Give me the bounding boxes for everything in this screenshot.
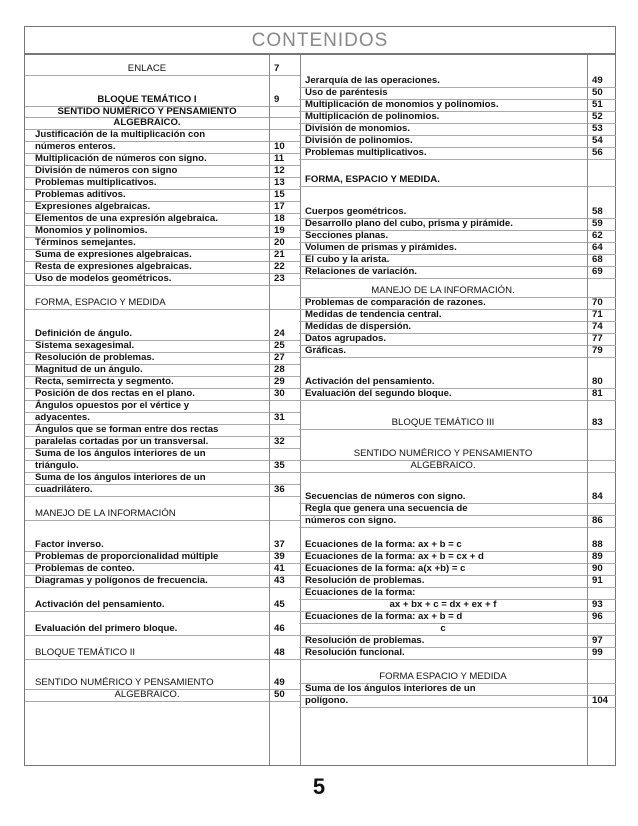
right-entry-page: 86 (592, 515, 603, 526)
right-entry-title: Ecuaciones de la forma: ax + b = c (305, 539, 462, 550)
row-divider (270, 285, 300, 286)
left-entry-title: División de números con signo (35, 165, 178, 176)
right-entry-title: Ecuaciones de la forma: ax + b = d (305, 611, 463, 622)
left-entry-page: 22 (274, 261, 285, 272)
right-entry-title: El cubo y la arista. (305, 254, 390, 265)
row-divider (270, 701, 300, 702)
row-divider (299, 659, 587, 660)
row-divider (25, 701, 269, 702)
left-entry-title: cuadrilátero. (35, 484, 93, 495)
right-topics-column (299, 55, 587, 765)
left-entry-page: 43 (274, 575, 285, 586)
row-divider (588, 357, 616, 358)
row-divider (270, 520, 300, 521)
right-entry-title: Multiplicación de polinomios. (305, 111, 440, 122)
right-entry-title: Evaluación del segundo bloque. (305, 388, 452, 399)
contents-table (24, 54, 616, 766)
row-divider (588, 429, 616, 430)
left-entry-page: 39 (274, 551, 285, 562)
right-entry-page: 50 (592, 87, 603, 98)
row-divider (588, 278, 616, 279)
left-entry-page: 25 (274, 340, 285, 351)
right-entry-title: Secciones planas. (305, 230, 389, 241)
left-entry-title: Problemas aditivos. (35, 189, 126, 200)
right-entry-page: 69 (592, 266, 603, 277)
right-entry-page: 70 (592, 297, 603, 308)
left-entry-page (270, 129, 300, 141)
left-entry-title: Ángulos opuestos por el vértice y (35, 400, 190, 411)
row-divider (25, 659, 269, 660)
left-entry-page: 17 (274, 201, 285, 212)
row-divider (299, 429, 587, 430)
right-entry-page: 68 (592, 254, 603, 265)
right-entry-title: FORMA, ESPACIO Y MEDIDA. (305, 174, 440, 185)
right-entry-title: Multiplicación de monomios y polinomios. (305, 99, 499, 110)
right-entry-page: 80 (592, 376, 603, 387)
left-entry-page: 18 (274, 213, 285, 224)
left-entry-title: Monomios y polinomios. (35, 225, 148, 236)
left-entry-title: Activación del pensamiento. (35, 599, 165, 610)
left-entry-page: 7 (274, 63, 280, 74)
left-entry-title: Ángulos que se forman entre dos rectas (35, 424, 219, 435)
left-entry-page: 49 (274, 677, 285, 688)
left-entry-title: Suma de expresiones algebraicas. (35, 249, 192, 260)
right-entry-page: 91 (592, 575, 603, 586)
right-entry-title: ax + bx + c = dx + ex + f (389, 599, 497, 610)
left-entry-title: ALGEBRAICO. (113, 117, 181, 128)
row-divider (588, 186, 616, 187)
right-entry-page: 88 (592, 539, 603, 550)
left-entry-title: Suma de los ángulos interiores de un (35, 448, 206, 459)
left-entry-page (270, 400, 300, 412)
right-entry-page (588, 587, 616, 599)
right-entry-page: 59 (592, 218, 603, 229)
row-divider (270, 611, 300, 612)
left-entry-title: Elementos de una expresión algebraica. (35, 213, 218, 224)
left-entry-page: 20 (274, 237, 285, 248)
right-entry-title: Problemas multiplicativos. (305, 147, 427, 158)
left-entry-page: 45 (274, 599, 285, 610)
right-entry-page: 90 (592, 563, 603, 574)
right-entry-page: 77 (592, 333, 603, 344)
row-divider (25, 285, 269, 286)
right-entry-page: 99 (592, 647, 603, 658)
left-entry-title: Resolución de problemas. (35, 352, 155, 363)
right-entry-title: Medidas de dispersión. (305, 321, 412, 332)
right-entry-title: División de polinomios. (305, 135, 413, 146)
left-entry-page (270, 448, 300, 460)
left-entry-title: BLOQUE TEMÁTICO I (97, 94, 197, 105)
right-entry-title: polígono. (305, 695, 349, 706)
left-entry-title: Justificación de la multiplicación con (35, 129, 206, 140)
left-entry-page: 12 (274, 165, 285, 176)
left-entry-title: BLOQUE TEMÁTICO II (35, 647, 136, 658)
row-divider (25, 75, 269, 76)
right-entry-title: Volumen de prismas y pirámides. (305, 242, 457, 253)
right-entry-title: MANEJO DE LA INFORMACIÓN. (371, 285, 515, 296)
row-divider (588, 400, 616, 401)
left-entry-page: 19 (274, 225, 285, 236)
left-entry-title: Problemas multiplicativos. (35, 177, 157, 188)
right-entry-page: 104 (592, 695, 609, 706)
right-entry-page: 83 (592, 417, 603, 428)
right-entry-page: 62 (592, 230, 603, 241)
right-entry-page (588, 448, 616, 460)
left-entry-title: Términos semejantes. (35, 237, 136, 248)
right-entry-title: Resolución de problemas. (305, 635, 425, 646)
left-entry-title: Expresiones algebraicas. (35, 201, 151, 212)
right-entry-page: 52 (592, 111, 603, 122)
right-entry-page: 89 (592, 551, 603, 562)
left-entry-title: Magnitud de un ángulo. (35, 364, 143, 375)
row-divider (299, 357, 587, 358)
left-entry-title: adyacentes. (35, 412, 90, 423)
row-divider (25, 611, 269, 612)
right-entry-page: 96 (592, 611, 603, 622)
row-divider (25, 496, 269, 497)
left-entry-title: Posición de dos rectas en el plano. (35, 388, 195, 399)
right-entry-title: Ecuaciones de la forma: a(x +b) = c (305, 563, 466, 574)
left-entry-page (270, 117, 300, 129)
left-entry-title: Recta, semirrecta y segmento. (35, 376, 174, 387)
right-entry-page: 79 (592, 345, 603, 356)
left-entry-page (270, 106, 300, 118)
row-divider (25, 520, 269, 521)
row-divider (25, 309, 269, 310)
left-entry-title: triángulo. (35, 460, 79, 471)
right-entry-title: Suma de los ángulos interiores de un (305, 683, 476, 694)
row-divider (299, 278, 587, 279)
left-entry-page: 23 (274, 273, 285, 284)
left-entry-page: 31 (274, 412, 285, 423)
row-divider (588, 527, 616, 528)
left-entry-page: 48 (274, 647, 285, 658)
row-divider (588, 472, 616, 473)
right-entry-page (588, 671, 616, 683)
right-entry-page: 53 (592, 123, 603, 134)
row-divider (270, 635, 300, 636)
right-entry-title: Ecuaciones de la forma: (305, 587, 416, 598)
page-number: 5 (312, 774, 326, 799)
left-pages-column (269, 55, 301, 765)
left-entry-page: 37 (274, 539, 285, 550)
left-entry-title: Suma de los ángulos interiores de un (35, 472, 206, 483)
left-entry-page: 11 (274, 153, 285, 164)
left-entry-page (270, 297, 300, 309)
left-entry-page (270, 508, 300, 520)
row-divider (299, 400, 587, 401)
row-divider (299, 707, 587, 708)
right-entry-title: BLOQUE TEMÁTICO III (391, 417, 495, 428)
right-entry-title: Jerarquía de las operaciones. (305, 75, 440, 86)
left-entry-page: 35 (274, 460, 285, 471)
right-entry-page: 49 (592, 75, 603, 86)
left-entry-title: ALGEBRAICO. (114, 689, 180, 700)
row-divider (25, 635, 269, 636)
left-entry-page: 10 (274, 141, 285, 152)
right-entry-page: 54 (592, 135, 603, 146)
row-divider (270, 75, 300, 76)
right-entry-page: 84 (592, 491, 603, 502)
right-entry-title: Relaciones de variación. (305, 266, 417, 277)
left-entry-title: MANEJO DE LA INFORMACIÓN (35, 508, 176, 519)
left-entry-page: 50 (274, 689, 285, 700)
left-entry-page: 9 (274, 94, 280, 105)
left-entry-title: Sistema sexagesimal. (35, 340, 135, 351)
left-entry-page: 28 (274, 364, 285, 375)
right-entry-page: 58 (592, 206, 603, 217)
left-entry-page: 29 (274, 376, 285, 387)
row-divider (270, 659, 300, 660)
left-entry-page: 30 (274, 388, 285, 399)
row-divider (588, 159, 616, 160)
left-entry-page: 41 (274, 563, 285, 574)
right-entry-title: Datos agrupados. (305, 333, 387, 344)
row-divider (25, 587, 269, 588)
right-entry-title: Regla que genera una secuencia de (305, 503, 468, 514)
left-entry-page: 32 (274, 436, 285, 447)
left-entry-page: 36 (274, 484, 285, 495)
left-entry-page: 15 (274, 189, 285, 200)
row-divider (270, 309, 300, 310)
row-divider (270, 587, 300, 588)
left-entry-title: paralelas cortadas por un transversal. (35, 436, 209, 447)
left-entry-title: Factor inverso. (35, 539, 104, 550)
right-entry-page: 56 (592, 147, 603, 158)
right-entry-page: 51 (592, 99, 603, 110)
left-entry-page: 13 (274, 177, 285, 188)
left-entry-title: SENTIDO NUMÉRICO Y PENSAMIENTO (57, 105, 237, 117)
row-divider (299, 159, 587, 160)
row-divider (588, 707, 616, 708)
left-entry-title: SENTIDO NUMÉRICO Y PENSAMIENTO (35, 677, 214, 688)
right-entry-title: números con signo. (305, 515, 397, 526)
left-entry-page: 21 (274, 249, 285, 260)
right-entry-title: Medidas de tendencia central. (305, 309, 442, 320)
right-entry-title: Gráficas. (305, 345, 347, 356)
right-entry-page (588, 683, 616, 695)
left-entry-title: Evaluación del primero bloque. (35, 623, 178, 634)
row-divider (299, 527, 587, 528)
right-entry-page: 64 (592, 242, 603, 253)
right-pages-column (587, 55, 616, 765)
left-entry-title: Definición de ángulo. (35, 328, 133, 339)
right-entry-title: SENTIDO NUMÉRICO Y PENSAMIENTO (353, 448, 533, 459)
left-topics-column (25, 55, 269, 765)
row-divider (299, 186, 587, 187)
row-divider (588, 659, 616, 660)
right-entry-page (588, 174, 616, 186)
right-entry-title: Desarrollo plano del cubo, prisma y pirámide. (305, 218, 513, 229)
right-entry-title: Cuerpos geométricos. (305, 206, 407, 217)
left-entry-title: FORMA, ESPACIO Y MEDIDA (35, 297, 166, 308)
right-entry-title: ALGEBRAICO. (410, 460, 476, 471)
left-entry-title: Diagramas y polígonos de frecuencia. (35, 575, 208, 586)
right-entry-title: Uso de paréntesis (305, 87, 388, 98)
left-entry-title: Problemas de proporcionalidad múltiple (35, 551, 219, 562)
right-entry-title: Resolución de problemas. (305, 575, 425, 586)
left-entry-title: Multiplicación de números con signo. (35, 153, 207, 164)
left-entry-page (270, 472, 300, 484)
right-entry-title: Ecuaciones de la forma: ax + b = cx + d (305, 551, 484, 562)
right-entry-page: 93 (592, 599, 603, 610)
row-divider (270, 496, 300, 497)
right-entry-page: 81 (592, 388, 603, 399)
right-entry-page (588, 285, 616, 297)
page-title: CONTENIDOS (24, 26, 616, 54)
left-entry-page: 46 (274, 623, 285, 634)
left-entry-title: Uso de modelos geométricos. (35, 273, 172, 284)
right-entry-page: 71 (592, 309, 603, 320)
right-entry-title: Resolución funcional. (305, 647, 405, 658)
right-entry-page (588, 623, 616, 635)
left-entry-page: 27 (274, 352, 285, 363)
left-entry-title: Problemas de conteo. (35, 563, 135, 574)
right-entry-page: 97 (592, 635, 603, 646)
right-entry-title: Secuencias de números con signo. (305, 491, 466, 502)
right-entry-title: Problemas de comparación de razones. (305, 297, 486, 308)
right-entry-page: 74 (592, 321, 603, 332)
left-entry-title: ENLACE (127, 63, 167, 74)
right-entry-title: FORMA ESPACIO Y MEDIDA (379, 671, 507, 682)
left-entry-title: Resta de expresiones algebraicas. (35, 261, 192, 272)
left-entry-page: 24 (274, 328, 285, 339)
left-entry-page (270, 424, 300, 436)
right-entry-page (588, 503, 616, 515)
right-entry-page (588, 460, 616, 472)
right-entry-title: c (440, 623, 446, 634)
row-divider (299, 472, 587, 473)
left-entry-title: números enteros. (35, 141, 116, 152)
right-entry-title: División de monomios. (305, 123, 411, 134)
right-entry-title: Activación del pensamiento. (305, 376, 435, 387)
